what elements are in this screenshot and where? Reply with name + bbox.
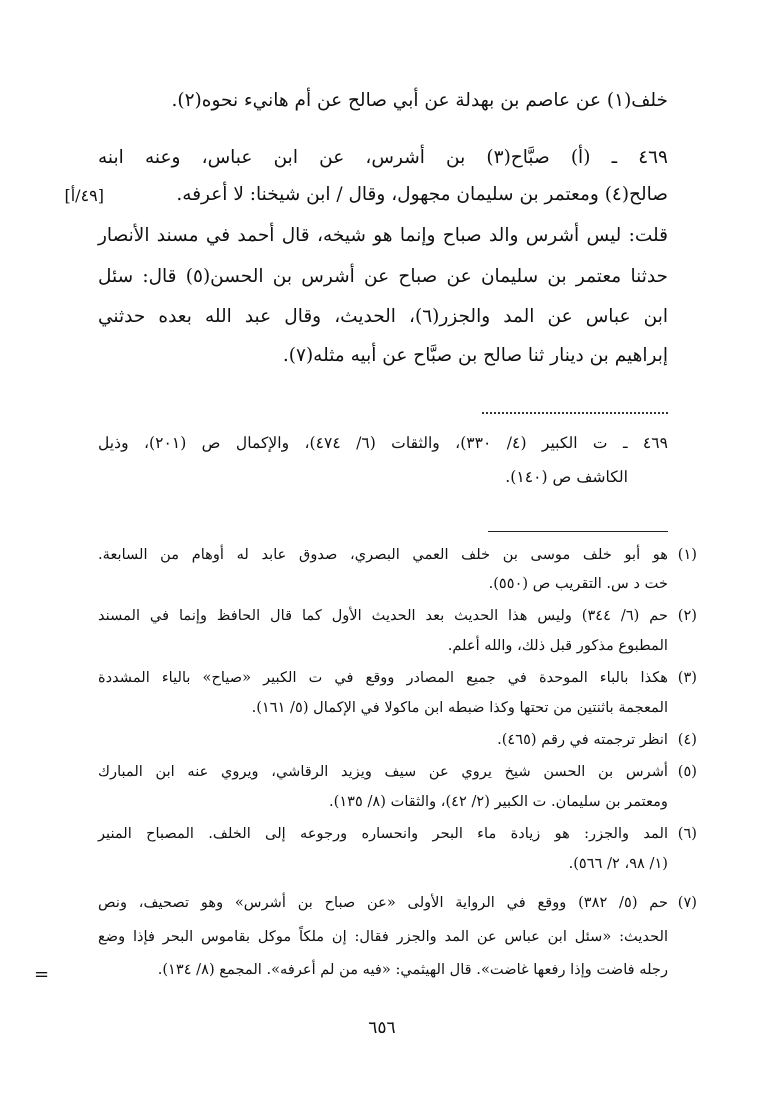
page-number: ٦٥٦	[368, 1018, 396, 1038]
footnote-line: حم (٦/ ٣٤٤) وليس هذا الحديث بعد الحديث الأول كما قال الحافظ وإنما في المسند	[98, 607, 668, 624]
main-text-line: إبراهيم بن دينار ثنا صالح بن صبَّاح عن أبيه مثله(٧).	[282, 345, 668, 366]
footnote-line: خت د س. التقريب ص (٥٥٠).	[488, 575, 668, 592]
footnote-line: ومعتمر بن سليمان. ت الكبير (٢/ ٤٢)، والثقات (٨/ ١٣٥).	[329, 793, 668, 810]
footnote-line: (١/ ٩٨، ٢/ ٥٦٦).	[568, 855, 668, 872]
footnote-rule	[488, 531, 668, 532]
main-text-line: ابن عباس عن المد والجزر(٦)، الحديث، وقال عبد الله بعده حدثني	[98, 306, 668, 327]
main-text-line: خلف(١) عن عاصم بن بهدلة عن أبي صالح عن أم هانيء نحوه(٢).	[171, 90, 668, 111]
footnote-line: المعجمة باثنتين من تحتها وكذا ضبطه ابن ماكولا في الإكمال (٥/ ١٦١).	[251, 699, 668, 716]
continuation-mark: =	[34, 964, 50, 985]
footnote-line: المد والجزر: هو زيادة ماء البحر وانحساره ورجوعه إلى الخلف. المصباح المنير	[98, 825, 668, 842]
dotted-separator	[482, 412, 668, 414]
footnote-line: حم (٥/ ٣٨٢) ووقع في الرواية الأولى «عن صباح بن أشرس» وهو تصحيف، ونص	[98, 894, 668, 911]
footnote-line: هكذا بالباء الموحدة في جميع المصادر ووقع في ت الكبير «صياح» بالياء المشددة	[98, 669, 668, 686]
footnote-number: (٣)	[677, 669, 697, 686]
main-text-line: قلت: ليس أشرس والد صباح وإنما هو شيخه، قال أحمد في مسند الأنصار	[98, 225, 668, 246]
footnote-number: (٥)	[677, 763, 697, 780]
footnote-line: أشرس بن الحسن شيخ يروي عن سيف ويزيد الرقاشي، ويروي عنه ابن المبارك	[98, 763, 668, 780]
footnote-number: (٢)	[677, 607, 697, 624]
sources-line: الكاشف ص (١٤٠).	[505, 468, 628, 486]
footnote-number: (٤)	[677, 731, 697, 748]
footnote-line: هو أبو خلف موسى بن خلف العمي البصري، صدوق عابد له أوهام من السابعة.	[98, 546, 668, 563]
footnote-number: (١)	[677, 546, 697, 563]
margin-folio-reference: [٤٩/أ]	[64, 186, 104, 205]
sources-line: ٤٦٩ ـ ت الكبير (٤/ ٣٣٠)، والثقات (٦/ ٤٧٤)، والإكمال ص (٢٠١)، وذيل	[98, 434, 669, 452]
footnote-line: الحديث: «سئل ابن عباس عن المد والجزر فقال: إن ملكاً موكل بقاموس البحر فإذا وضع	[98, 928, 668, 945]
footnote-line: المطبوع مذكور قبل ذلك، والله أعلم.	[447, 637, 668, 654]
footnote-number: (٧)	[677, 894, 697, 911]
main-text-line: ٤٦٩ ـ (أ) صبَّاح(٣) بن أشرس، عن ابن عباس، وعنه ابنه	[98, 147, 668, 168]
main-text-line: صالح(٤) ومعتمر بن سليمان مجهول، وقال / ابن شيخنا: لا أعرفه.	[176, 184, 668, 205]
footnote-line: رجله فاضت وإذا رفعها غاضت». قال الهيثمي: «فيه من لم أعرفه». المجمع (٨/ ١٣٤).	[157, 961, 668, 978]
footnote-line: انظر ترجمته في رقم (٤٦٥).	[497, 731, 668, 748]
footnote-number: (٦)	[677, 825, 697, 842]
main-text-line: حدثنا معتمر بن سليمان عن صباح عن أشرس بن الحسن(٥) قال: سئل	[98, 266, 668, 287]
